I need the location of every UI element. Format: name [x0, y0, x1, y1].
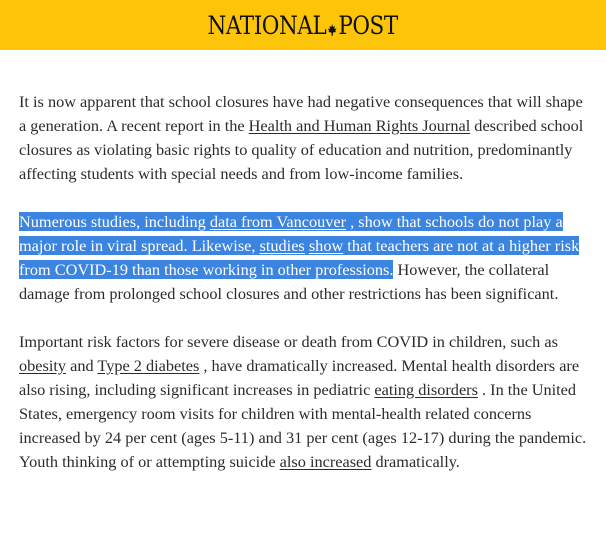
- paragraph-text: described school closures as violating basic rights to quality of education and nutrition, predominantly affecting students with special needs and from low-income families.: [19, 116, 584, 183]
- link-health-human-rights-journal[interactable]: Health and Human Rights Journal: [248, 116, 471, 135]
- link-type-2-diabetes[interactable]: Type 2 diabetes: [97, 356, 200, 375]
- link-studies[interactable]: studies: [259, 236, 305, 255]
- article-body: [19, 90, 591, 498]
- paragraph-2: [19, 210, 591, 306]
- link-obesity[interactable]: obesity: [19, 356, 67, 375]
- paragraph-3: [19, 330, 591, 474]
- paragraph-text: It is now apparent that school closures have had negative consequences that will shape a generation. A recent report in the: [19, 92, 583, 135]
- paragraph-text: , show that schools do not play a major role in viral spread. Likewise,: [19, 212, 563, 255]
- link-eating-disorders[interactable]: eating disorders: [374, 380, 478, 399]
- paragraph-text: Numerous studies, including: [19, 212, 210, 231]
- site-header: [0, 0, 606, 50]
- paragraph-text: However, the collateral damage from prolonged school closures and other restrictions has been significant.: [19, 260, 559, 303]
- paragraph-text: that teachers are not at a higher risk from COVID-19 than those working in other professions.: [19, 236, 580, 279]
- paragraph-text: Important risk factors for severe disease or death from COVID in children, such as: [19, 332, 558, 351]
- maple-leaf-icon: [328, 15, 338, 27]
- logo-text-national: NATIONAL: [207, 10, 327, 40]
- link-also-increased[interactable]: also increased: [279, 452, 372, 471]
- paragraph-text: , have dramatically increased. Mental health disorders are also rising, including significant increases in pediatric: [19, 356, 580, 399]
- logo-text-post: POST: [338, 10, 399, 40]
- paragraph-text: and: [66, 356, 98, 375]
- paragraph-text: dramatically.: [371, 452, 460, 471]
- national-post-logo[interactable]: [207, 10, 399, 40]
- link-data-from-vancouver[interactable]: data from Vancouver: [209, 212, 347, 231]
- paragraph-text: . In the United States, emergency room visits for children with mental-health related concerns increased by 24 per cent (ages 5-11) and 31 per cent (ages 12-17) during the pandemic. Youth thinking of or attempting suicide: [19, 380, 587, 471]
- paragraph-1: [19, 90, 591, 186]
- link-show[interactable]: show: [308, 236, 344, 255]
